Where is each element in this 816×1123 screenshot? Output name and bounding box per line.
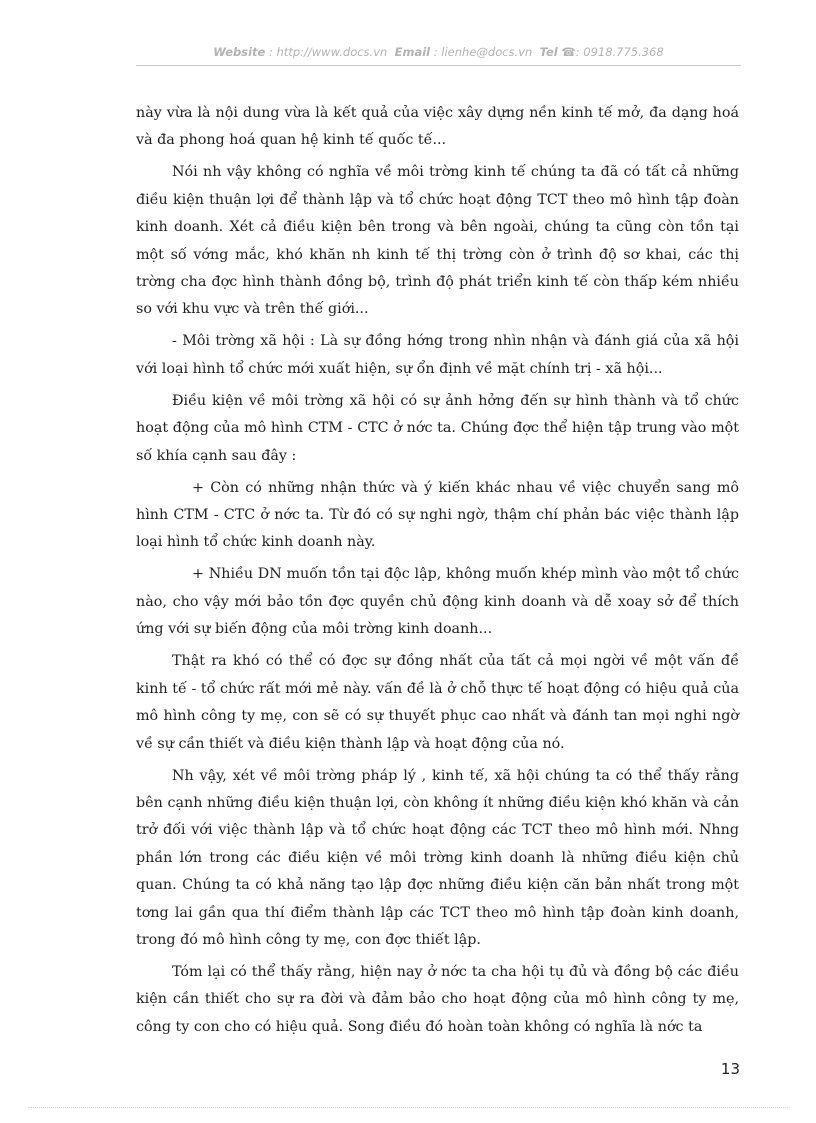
email-value: : lienhe@docs.vn <box>433 45 533 59</box>
page-number: 13 <box>720 1060 740 1078</box>
email-label: Email <box>394 45 431 59</box>
website-label: Website <box>213 45 266 59</box>
paragraph-9: Tóm lại có thể thấy rằng, hiện nay ở nớc ta cha hội tụ đủ và đồng bộ các điều kiện cần thiết cho sự ra đời và đảm bảo cho hoạt động của mô hình công ty mẹ, công ty con cho có hiệu quả. Song điều đó hoàn toàn không có nghĩa là nớc ta <box>136 963 739 1035</box>
paragraph-7: Thật ra khó có thể có đợc sự đồng nhất của tất cả mọi ngời về một vấn đề kinh tế - tổ chức rất mới mẻ này. vấn đề là ở chỗ thực tế hoạt động có hiệu quả của mô hình công ty mẹ, con sẽ có sự thuyết phục cao nhất và đánh tan mọi nghi ngờ về sự cần thiết và điều kiện thành lập và hoạt động của nó. <box>136 653 739 752</box>
page-header <box>136 45 741 59</box>
phone-icon: ☎ <box>561 45 576 59</box>
website-value: : http://www.docs.vn <box>269 45 388 59</box>
paragraph-8: Nh vậy, xét về môi trờng pháp lý , kinh tế, xã hội chúng ta có thể thấy rằng bên cạnh những điều kiện thuận lợi, còn không ít những điều kiện khó khăn và cản trở đối với việc thành lập và tổ chức hoạt động các TCT theo mô hình mới. Nhng phần lớn trong các điều kiện về môi trờng kinh doanh là những điều kiện chủ quan. Chúng ta có khả năng tạo lập đợc những điều kiện căn bản nhất trong một tơng lai gần qua thí điểm thành lập các TCT theo mô hình tập đoàn kinh doanh, trong đó mô hình công ty mẹ, con đợc thiết lập. <box>136 767 739 948</box>
paragraph-6: + Nhiều DN muốn tồn tại độc lập, không muốn khép mình vào một tổ chức nào, cho vậy mới bảo tồn đợc quyền chủ động kinh doanh và dễ xoay sở để thích ứng với sự biến động của môi trờng kinh doanh... <box>136 566 739 638</box>
tel-label: Tel <box>539 45 558 59</box>
paragraph-3: - Môi trờng xã hội : Là sự đồng hớng trong nhìn nhận và đánh giá của xã hội với loại hình tổ chức mới xuất hiện, sự ổn định về mặt chính trị - xã hội... <box>136 333 739 377</box>
paragraph-4: Điều kiện về môi trờng xã hội có sự ảnh hởng đến sự hình thành và tổ chức hoạt động của mô hình CTM - CTC ở nớc ta. Chúng đợc thể hiện tập trung vào một số khía cạnh sau đây : <box>136 392 739 464</box>
paragraph-2: Nói nh vậy không có nghĩa về môi trờng kinh tế chúng ta đã có tất cả những điều kiện thuận lợi để thành lập và tổ chức hoạt động TCT theo mô hình tập đoàn kinh doanh. Xét cả điều kiện bên trong và bên ngoài, chúng ta cũng còn tồn tại một số vớng mắc, khó khăn nh kinh tế thị trờng còn ở trình độ sơ khai, các thị trờng cha đợc hình thành đồng bộ, trình độ phát triển kinh tế còn thấp kém nhiều so với khu vực và trên thế giới... <box>136 164 739 318</box>
paragraph-5: + Còn có những nhận thức và ý kiến khác nhau về việc chuyển sang mô hình CTM - CTC ở nớc ta. Từ đó có sự nghi ngờ, thậm chí phản bác việc thành lập loại hình tổ chức kinh doanh này. <box>136 479 739 551</box>
paragraph-1: này vừa là nội dung vừa là kết quả của việc xây dựng nền kinh tế mở, đa dạng hoá và đa phong hoá quan hệ kinh tế quốc tế... <box>136 105 739 149</box>
tel-value: : 0918.775.368 <box>575 45 664 59</box>
footer-divider <box>28 1107 788 1108</box>
document-body <box>136 100 739 1046</box>
header-divider <box>136 65 741 66</box>
